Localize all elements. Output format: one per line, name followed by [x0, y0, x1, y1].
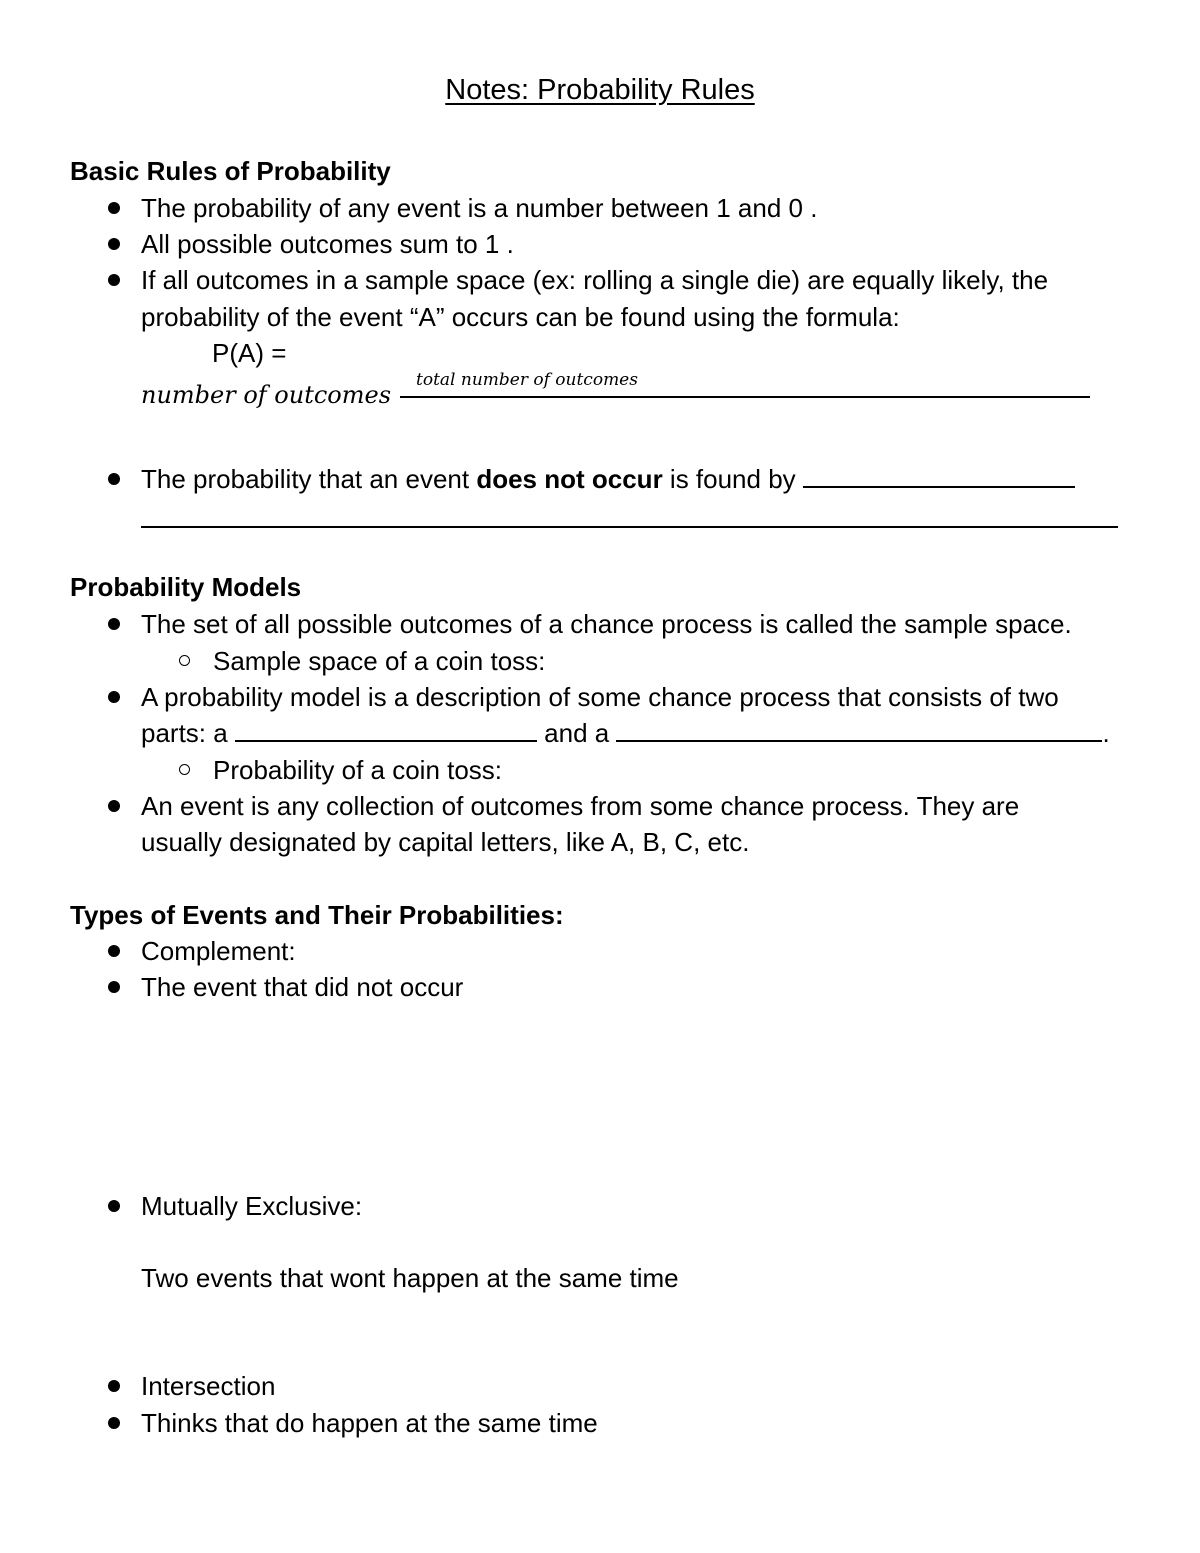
bullet-icon: [108, 1200, 120, 1212]
fill-in-blank[interactable]: [803, 485, 1075, 488]
list-item-continuation: parts: a and a .: [141, 718, 1110, 748]
list-item: Mutually Exclusive:: [141, 1191, 363, 1221]
list-item: A probability model is a description of some chance process that consists of two: [141, 682, 1059, 712]
list-item-continuation: usually designated by capital letters, like A, B, C, etc.: [141, 827, 750, 857]
hollow-bullet-icon: [179, 764, 190, 775]
list-item-continuation: probability of the event “A” occurs can be found using the formula:: [141, 302, 900, 332]
bullet-icon: [108, 1417, 120, 1429]
section-heading-probability-models: Probability Models: [70, 572, 302, 602]
list-item: Intersection: [141, 1371, 276, 1401]
bullet-icon: [108, 274, 120, 286]
list-item: The probability that an event does not occur is found by: [141, 466, 1075, 492]
bullet-icon: [108, 618, 120, 630]
fill-in-blank[interactable]: [235, 739, 537, 742]
note-text: Two events that wont happen at the same time: [141, 1263, 679, 1293]
formula-left-label: number of outcomes: [141, 381, 392, 409]
fill-in-blank[interactable]: [616, 739, 1102, 742]
bullet-icon: [108, 202, 120, 214]
fill-in-blank-line[interactable]: [141, 526, 1118, 528]
formula-lhs: P(A) =: [212, 338, 287, 368]
list-item: The probability of any event is a number between 1 and 0 .: [141, 193, 818, 223]
list-item: All possible outcomes sum to 1 .: [141, 229, 514, 259]
bullet-icon: [108, 945, 120, 957]
list-item: The set of all possible outcomes of a chance process is called the sample space.: [141, 609, 1072, 639]
bullet-icon: [108, 1380, 120, 1392]
formula-numerator: total number of outcomes: [416, 370, 638, 390]
page-title: Notes: Probability Rules: [445, 74, 755, 106]
bullet-icon: [108, 981, 120, 993]
list-item: The event that did not occur: [141, 972, 464, 1002]
sub-list-item: Sample space of a coin toss:: [213, 646, 546, 676]
sub-list-item: Probability of a coin toss:: [213, 755, 503, 785]
list-item: Thinks that do happen at the same time: [141, 1408, 598, 1438]
bullet-icon: [108, 800, 120, 812]
fraction-bar: [400, 396, 1090, 398]
section-heading-basic-rules: Basic Rules of Probability: [70, 156, 391, 186]
list-item: Complement:: [141, 936, 296, 966]
bullet-icon: [108, 238, 120, 250]
list-item: If all outcomes in a sample space (ex: rolling a single die) are equally likely, the: [141, 265, 1049, 295]
bullet-icon: [108, 473, 120, 485]
hollow-bullet-icon: [179, 655, 190, 666]
section-heading-types-of-events: Types of Events and Their Probabilities:: [70, 900, 564, 930]
bullet-icon: [108, 691, 120, 703]
list-item: An event is any collection of outcomes from some chance process. They are: [141, 791, 1020, 821]
